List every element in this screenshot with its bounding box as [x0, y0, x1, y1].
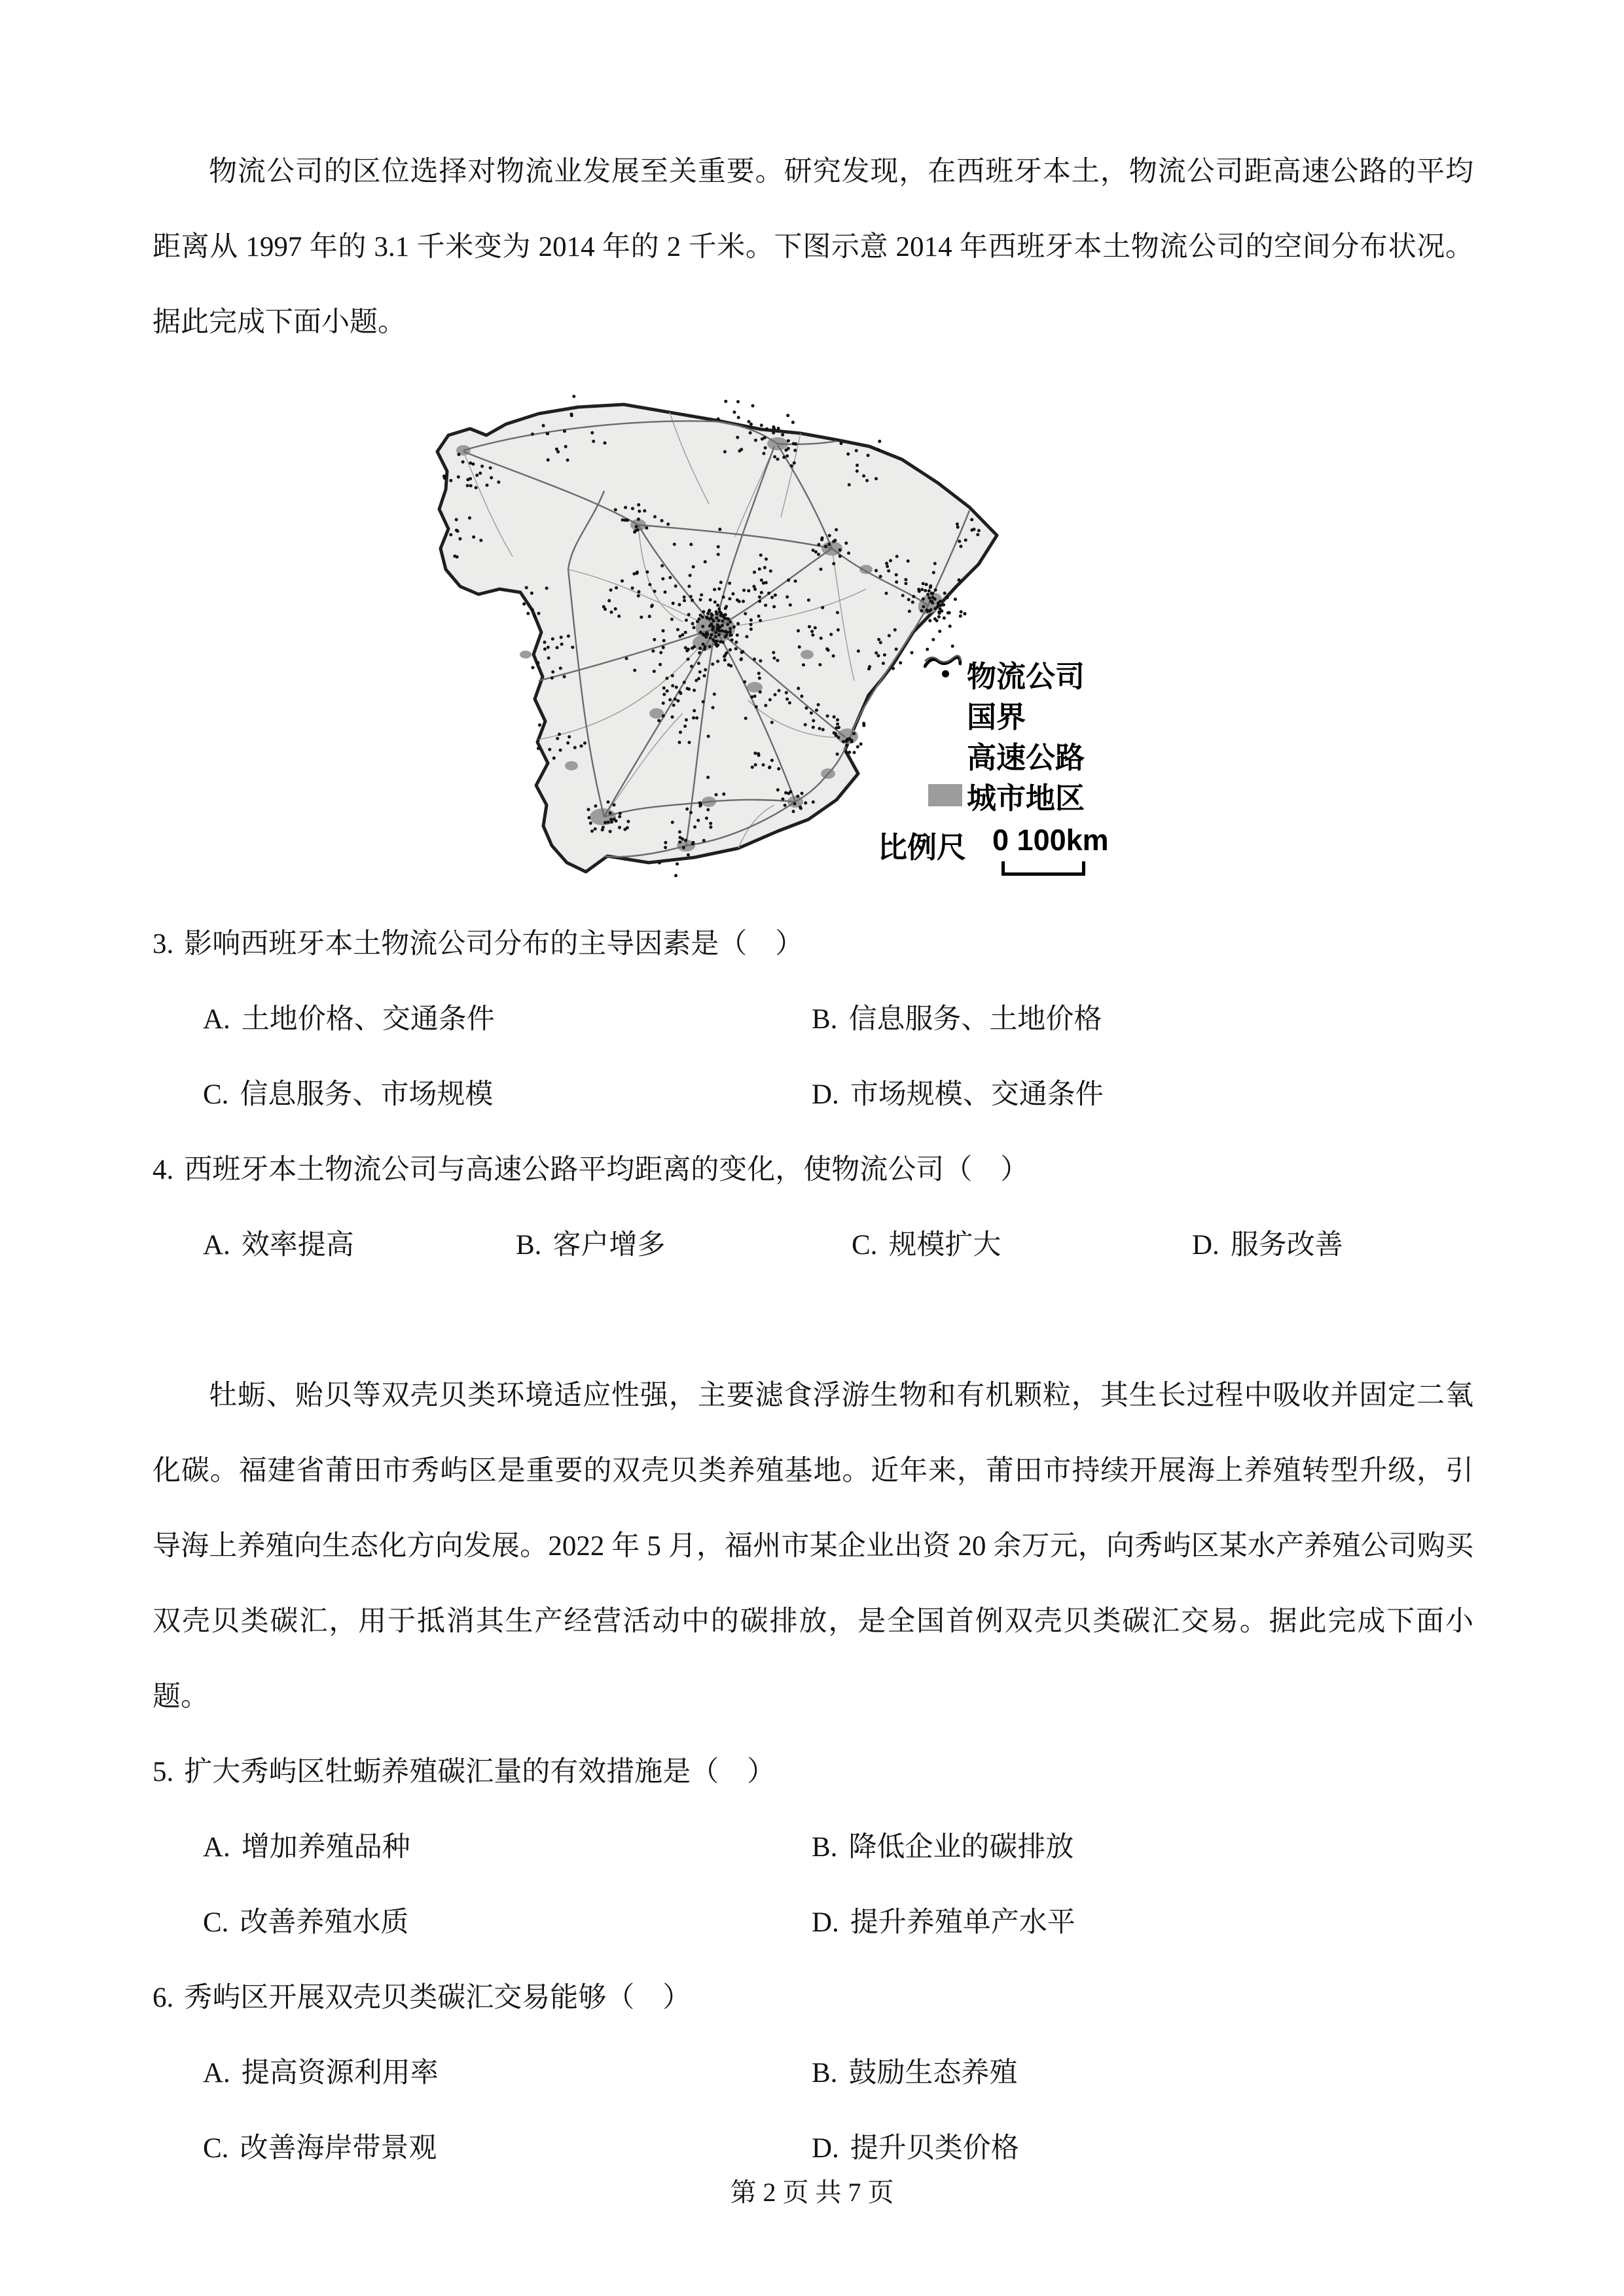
- question-number: 5.: [153, 1757, 174, 1787]
- option-b: B. 鼓励生态养殖: [812, 2058, 1018, 2089]
- option-c: C. 改善海岸带景观: [203, 2133, 437, 2164]
- legend-item-urban: [924, 775, 1174, 816]
- passage-shellfish: 牡蛎、贻贝等双壳贝类环境适应性强，主要滤食浮游生物和有机颗粒，其生长过程中吸收并固定二氧化碳。福建省莆田市秀屿区是重要的双壳贝类养殖基地。近年来，莆田市持续开展海上养殖转型升级，引导海上养殖向生态化方向发展。2022 年 5 月，福州市某企业出资 20 余万元，向秀屿区某水产养殖公司购买双壳贝类碳汇，用于抵消其生产经营活动中的碳排放，是全国首例双壳贝类碳汇交易。据此完成下面小题。: [153, 1380, 1473, 1712]
- option-b: B. 降低企业的碳排放: [812, 1832, 1074, 1863]
- option-d: D. 提升贝类价格: [812, 2133, 1019, 2164]
- page-content: [153, 134, 1473, 2186]
- spain-logistics-map: [408, 373, 1174, 890]
- question-5-options: [153, 1810, 1473, 1960]
- question-4-options: [153, 1208, 1473, 1283]
- question-number: 4.: [153, 1155, 174, 1185]
- option-d: D. 市场规模、交通条件: [812, 1079, 1104, 1110]
- option-c: C. 信息服务、市场规模: [203, 1079, 494, 1110]
- scale-label: 比例尺: [878, 831, 967, 864]
- question-5: [153, 1734, 1473, 1960]
- legend-item-highway: [924, 734, 1174, 775]
- option-c: C. 规模扩大: [852, 1230, 1001, 1261]
- map-legend: [924, 653, 1174, 816]
- question-4-stem: 4. 西班牙本土物流公司与高速公路平均距离的变化，使物流公司（ ）: [153, 1155, 1029, 1185]
- legend-item-border: [924, 694, 1174, 734]
- question-4: [153, 1132, 1473, 1283]
- question-6: [153, 1960, 1473, 2186]
- legend-label: 高速公路: [967, 740, 1085, 774]
- scale-bar: [1001, 861, 1085, 876]
- option-b: B. 客户增多: [516, 1230, 666, 1261]
- legend-label: 物流公司: [967, 659, 1085, 693]
- page-number-footer: 第 2 页 共 7 页: [730, 2178, 894, 2207]
- option-a: A. 增加养殖品种: [203, 1832, 410, 1863]
- question-5-stem: 5. 扩大秀屿区牡蛎养殖碳汇量的有效措施是（ ）: [153, 1757, 776, 1787]
- question-number: 3.: [153, 929, 174, 960]
- question-number: 6.: [153, 1982, 174, 2013]
- question-6-options: [153, 2036, 1473, 2186]
- question-3: [153, 906, 1473, 1132]
- legend-label: 国界: [967, 700, 1026, 734]
- option-d: D. 服务改善: [1192, 1230, 1343, 1261]
- legend-label: 城市地区: [967, 781, 1085, 815]
- question-6-stem: 6. 秀屿区开展双壳贝类碳汇交易能够（ ）: [153, 1982, 691, 2013]
- option-a: A. 效率提高: [203, 1230, 354, 1261]
- option-a: A. 提高资源利用率: [203, 2058, 439, 2089]
- option-d: D. 提升养殖单产水平: [812, 1907, 1075, 1938]
- option-b: B. 信息服务、土地价格: [812, 1004, 1102, 1035]
- map-scale: [878, 823, 1109, 876]
- scale-values: 0 100km: [992, 823, 1109, 876]
- question-3-stem: 3. 影响西班牙本土物流公司分布的主导因素是（ ）: [153, 929, 804, 960]
- urban-area-icon: [924, 784, 967, 806]
- passage-logistics: 物流公司的区位选择对物流业发展至关重要。研究发现，在西班牙本土，物流公司距高速公路的平均距离从 1997 年的 3.1 千米变为 2014 年的 2 千米。下图示意 2014 年西班牙本土物流公司的空间分布状况。据此完成下面小题。: [153, 156, 1473, 338]
- logistics-dot-icon: [924, 670, 967, 677]
- option-c: C. 改善养殖水质: [203, 1907, 409, 1938]
- question-3-options: [153, 982, 1473, 1132]
- option-a: A. 土地价格、交通条件: [203, 1004, 495, 1035]
